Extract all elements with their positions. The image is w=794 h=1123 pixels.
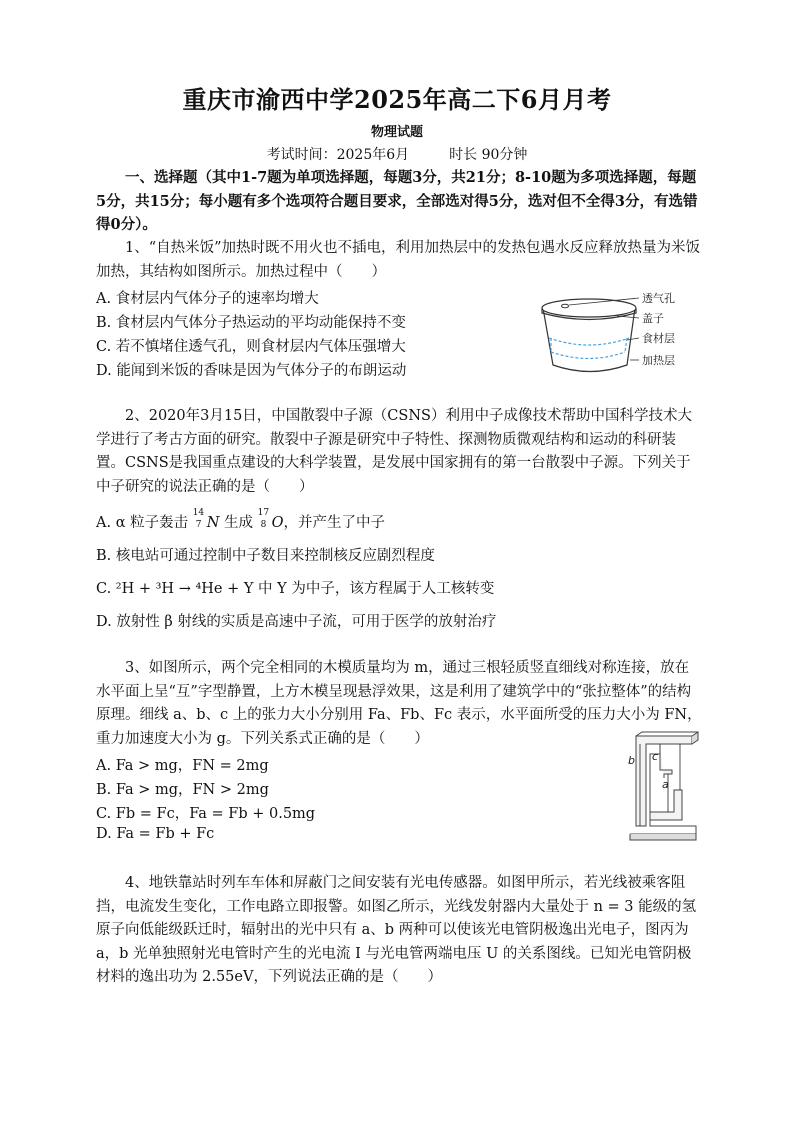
oxygen-symbol: O: [271, 515, 284, 531]
label-line-a: a: [662, 778, 669, 791]
q2-option-a-suffix: ，并产生了中子: [283, 515, 385, 531]
q2-option-d: D. 放射性 β 射线的实质是高速中子流，可用于医学的放射治疗: [96, 614, 497, 630]
nuclide-oxygen: [257, 508, 272, 530]
q3-option-c: C. Fb = Fc，Fa = Fb + 0.5mg: [96, 806, 316, 822]
q1-option-c: C. 若不慎堵住透气孔，则食材层内气体压强增大: [96, 339, 406, 355]
q2-option-c: C. ²H + ³H → ⁴He + Y 中 Y 为中子，该方程属于人工核转变: [96, 581, 495, 597]
q4-stem: 4、地铁靠站时列车车体和屏蔽门之间安装有光电传感器。如图甲所示，若光线被乘客阻挡，电流发生变化，工作电路立即报警。如图乙所示，光线发射器内大量处于 n = 3 能级的氢原子向低能级跃迁时，辐射出的光中只有 a、b 两种可以使该光电管阴极逸出光电子，图丙为 a，b 光单独照射光电管时产生的光电流 I 与光电管两端电压 U 的关系图线。已知光电管阴极材料的逸出功为 2.55eV，下列说法正确的是（ ）: [96, 875, 697, 985]
nitrogen-mass-number: 14: [192, 508, 205, 518]
oxygen-atomic-number: 8: [260, 520, 267, 530]
label-lid: 盖子: [642, 312, 664, 325]
section-heading: 一、选择题（其中1-7题为单项选择题，每题3分，共21分；8-10题为多项选择题，每题5分，共15分；每小题有多个选项符合题目要求，全部选对得5分，选对但不全得3分，有选错得0分）。: [96, 169, 698, 233]
q2-stem: 2、2020年3月15日，中国散裂中子源（CSNS）利用中子成像技术帮助中国科学技术大学进行了考古方面的研究。散裂中子源是研究中子特性、探测物质微观结构和运动的科研装置。CSNS是我国重点建设的大科学装置，是发展中国家拥有的第一台散裂中子源。下列关于中子研究的说法正确的是（ ）: [96, 408, 692, 495]
q3-option-a: A. Fa > mg，FN = 2mg: [96, 758, 269, 774]
rice-box-diagram: [535, 290, 705, 380]
q2-option-a-mid: 生成: [224, 515, 253, 531]
q3-tensegrity-figure: [620, 730, 702, 842]
exam-time: 考试时间：2025年6月: [266, 147, 410, 163]
label-food-layer: 食材层: [642, 332, 675, 345]
exam-duration: 时长 90分钟: [449, 147, 528, 163]
exam-subtitle: 物理试题: [370, 125, 423, 140]
label-vent-hole: 透气孔: [642, 292, 675, 305]
q1-option-a: A. 食材层内气体分子的速率均增大: [96, 291, 319, 307]
label-line-c: c: [652, 750, 659, 763]
q3-option-b: B. Fa > mg，FN > 2mg: [96, 782, 269, 798]
oxygen-mass-number: 17: [257, 508, 270, 518]
label-line-b: b: [628, 754, 635, 767]
nuclide-nitrogen: [192, 508, 207, 530]
q3-option-d: D. Fa = Fb + Fc: [96, 826, 215, 842]
nitrogen-symbol: N: [206, 515, 220, 531]
label-heating-layer: 加热层: [642, 354, 675, 367]
q1-option-b: B. 食材层内气体分子热运动的平均动能保持不变: [96, 315, 406, 331]
exam-info: [0, 144, 794, 164]
tensegrity-diagram: [620, 730, 702, 842]
q1-stem: 1、“自热米饭”加热时既不用火也不插电，利用加热层中的发热包遇水反应释放热量为米饭加热，其结构如图所示。加热过程中（ ）: [96, 240, 701, 280]
q3-stem: 3、如图所示，两个完全相同的木模质量均为 m，通过三根轻质竖直细线对称连接，放在水平面上呈“互”字型静置，上方木模呈现悬浮效果，这是利用了建筑学中的“张拉整体”的结构原理。细线 a、b、c 上的张力大小分别用 Fa、Fb、Fc 表示，水平面所受的压力大小为 FN，重力加速度大小为 g。下列关系式正确的是（ ）: [96, 660, 702, 747]
q2-option-a-prefix: A. α 粒子轰击: [96, 515, 189, 531]
q2-option-b: B. 核电站可通过控制中子数目来控制核反应剧烈程度: [96, 548, 435, 564]
nitrogen-atomic-number: 7: [195, 520, 202, 530]
exam-title: 重庆市渝西中学2025年高二下6月月考: [182, 85, 612, 114]
q2-option-a: [96, 508, 385, 532]
q1-rice-box-figure: [535, 290, 705, 380]
q1-option-d: D. 能闻到米饭的香味是因为气体分子的布朗运动: [96, 363, 407, 379]
